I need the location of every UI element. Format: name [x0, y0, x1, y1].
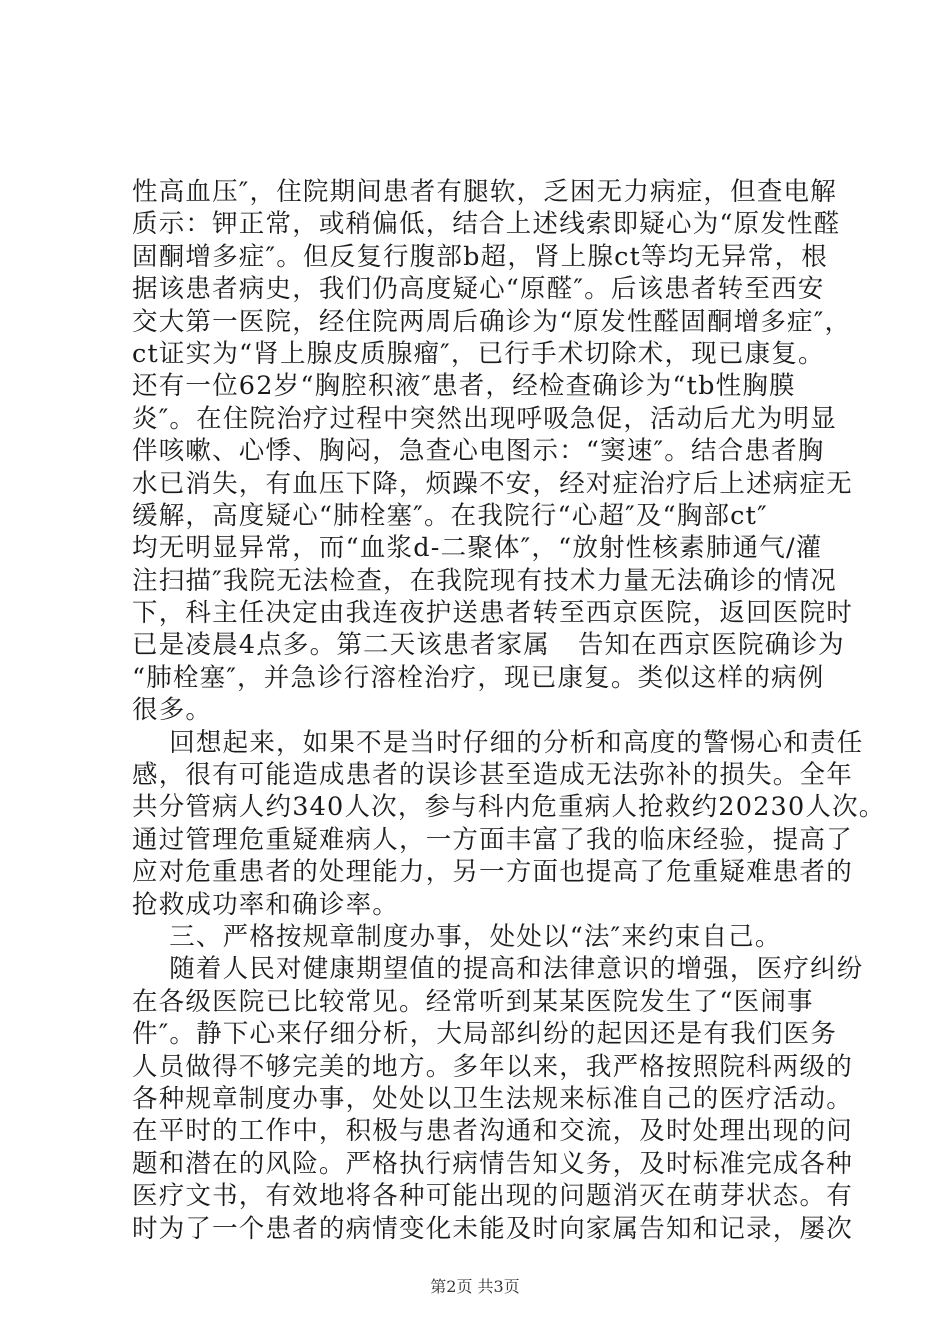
text-line: 已是凌晨4点多。第二天该患者家属 告知在西京医院确诊为 — [132, 630, 845, 661]
text-line: 性高血压″，住院期间患者有腿软，乏困无力病症，但查电解 — [132, 177, 837, 207]
body-text — [132, 176, 886, 1245]
text-line: 感，很有可能造成患者的误诊甚至造成无法弥补的损失。全年 — [132, 760, 853, 791]
text-line: 时为了一个患者的病情变化未能及时向家属告知和记录，屡次 — [132, 1213, 853, 1244]
text-line: 缓解，高度疑心“肺栓塞″。在我院行“心超″及“胸部ct″ — [132, 500, 768, 531]
text-line: ct证实为“肾上腺皮质腺瘤″，已行手术切除术，现已康复。 — [132, 338, 825, 369]
text-line: 伴咳嗽、心悸、胸闷，急查心电图示：“窦速″。结合患者胸 — [132, 436, 825, 467]
text-line: 三、严格按规章制度办事，处处以“法″来约束自己。 — [132, 921, 782, 952]
text-line: 注扫描″我院无法检查，在我院现有技术力量无法确诊的情况 — [132, 565, 837, 596]
text-line: 应对危重患者的处理能力，另一方面也提高了危重疑难患者的 — [132, 857, 853, 888]
text-line: “肺栓塞″，并急诊行溶栓治疗，现已康复。类似这样的病例 — [132, 662, 825, 693]
text-line: 固酮增多症″。但反复行腹部b超，肾上腺ct等均无异常，根 — [132, 241, 828, 272]
text-line: 炎″。在住院治疗过程中突然出现呼吸急促，活动后尤为明显 — [132, 403, 837, 434]
text-line: 人员做得不够完美的地方。多年以来，我严格按照院科两级的 — [132, 1051, 853, 1082]
text-line: 在各级医院已比较常见。经常听到某某医院发生了“医闹事 — [132, 986, 814, 1017]
text-line: 均无明显异常，而“血浆d-二聚体″，“放射性核素肺通气/灌 — [132, 533, 823, 564]
text-line: 随着人民对健康期望值的提高和法律意识的增强，医疗纠纷 — [132, 954, 864, 985]
text-line: 很多。 — [132, 695, 213, 726]
text-line: 交大第一医院，经住院两周后确诊为“原发性醛固酮增多症″， — [132, 306, 852, 337]
text-line: 医疗文书，有效地将各种可能出现的问题消灭在萌芽状态。有 — [132, 1181, 853, 1212]
text-line: 据该患者病史，我们仍高度疑心“原醛″。后该患者转至西安 — [132, 274, 825, 305]
text-line: 件″。静下心来仔细分析，大局部纠纷的起因还是有我们医务 — [132, 1019, 837, 1050]
text-line: 共分管病人约340人次，参与科内危重病人抢救约20230人次。 — [132, 792, 886, 823]
text-line: 在平时的工作中，积极与患者沟通和交流，及时处理出现的问 — [132, 1116, 853, 1147]
text-line: 题和潜在的风险。严格执行病情告知义务，及时标准完成各种 — [132, 1148, 853, 1179]
text-line: 水已消失，有血压下降，烦躁不安，经对症治疗后上述病症无 — [132, 468, 853, 499]
text-line: 质示：钾正常，或稍偏低，结合上述线索即疑心为“原发性醛 — [132, 209, 841, 240]
text-line: 下，科主任决定由我连夜护送患者转至西京医院，返回医院时 — [132, 598, 853, 629]
text-line: 抢救成功率和确诊率。 — [132, 889, 400, 920]
text-line: 回想起来，如果不是当时仔细的分析和高度的警惕心和责任 — [132, 727, 864, 758]
text-line: 各种规章制度办事，处处以卫生法规来标准自己的医疗活动。 — [132, 1083, 853, 1114]
text-line: 通过管理危重疑难病人，一方面丰富了我的临床经验，提高了 — [132, 824, 853, 855]
text-line: 还有一位62岁“胸腔积液″患者，经检查确诊为“tb性胸膜 — [132, 371, 796, 402]
page-footer: 第2页 共3页 — [430, 1277, 520, 1296]
